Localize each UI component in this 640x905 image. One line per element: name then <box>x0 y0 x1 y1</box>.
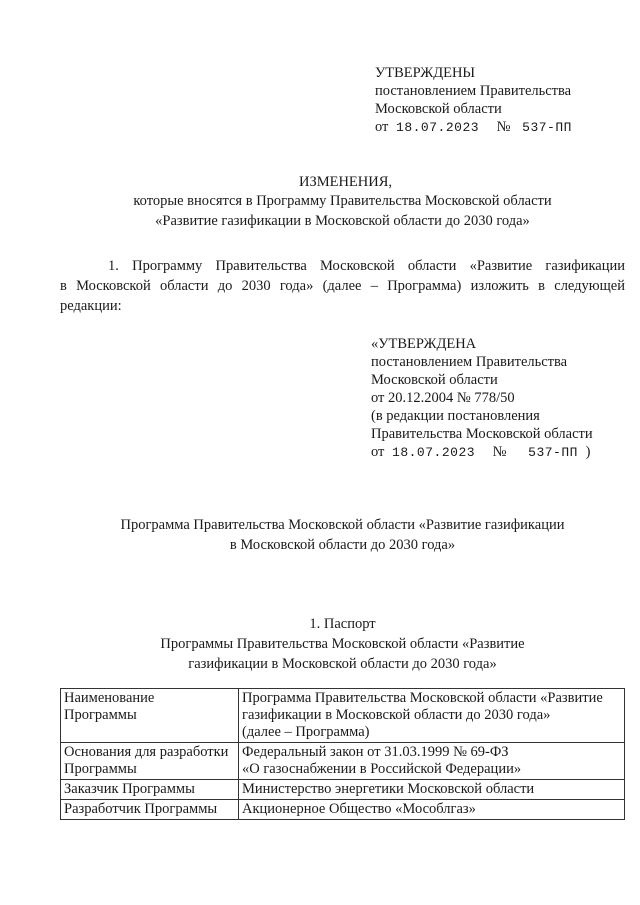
paragraph-line-3: редакции: <box>60 298 122 314</box>
label-line: Наименование <box>64 690 155 706</box>
table-row <box>61 689 625 743</box>
approval2-line-5: Правительства Московской области <box>371 426 593 442</box>
label-line: Основания для разработки <box>64 744 229 760</box>
value-line: «О газоснабжении в Российской Федерации» <box>242 761 522 777</box>
changes-heading <box>60 173 625 231</box>
program-title-line-1: Программа Правительства Московской области «Развитие газификации <box>120 517 565 533</box>
table-label-cell <box>61 689 239 743</box>
approval-date-prefix: от <box>375 119 389 135</box>
approval-title: УТВЕРЖДЕНЫ <box>375 65 476 81</box>
table-label-cell <box>61 743 239 780</box>
approval2-date: 18.07.2023 <box>392 445 476 460</box>
table-label-cell <box>61 800 239 820</box>
approval2-number-sign: № <box>492 444 507 460</box>
table-label-cell <box>61 780 239 800</box>
value-line: (далее – Программа) <box>242 724 370 740</box>
changes-line-1: которые вносятся в Программу Правительства Московской области <box>133 193 552 209</box>
label-line: Программы <box>64 761 137 777</box>
passport-heading-line-2: Программы Правительства Московской области «Развитие <box>160 636 525 652</box>
approval2-closing: ) <box>585 444 591 460</box>
value-line: Федеральный закон от 31.03.1999 № 69-ФЗ <box>242 744 509 760</box>
table-value-cell <box>239 780 625 800</box>
label-line: Заказчик Программы <box>64 781 195 797</box>
value-line: Министерство энергетики Московской области <box>242 781 535 797</box>
approval2-title: «УТВЕРЖДЕНА <box>371 336 477 352</box>
approval-block <box>375 64 572 137</box>
passport-heading-line-3: газификации в Московской области до 2030 года» <box>188 656 497 672</box>
paragraph-line-1: 1. Программу Правительства Московской области «Развитие газификации <box>108 258 625 274</box>
table-row <box>61 780 625 800</box>
approval-line-2: Московской области <box>375 101 502 117</box>
approval2-line-1: постановлением Правительства <box>371 354 568 370</box>
program-title <box>60 515 625 555</box>
approval2-date-line <box>371 443 593 462</box>
approval2-line-3: от 20.12.2004 № 778/50 <box>371 390 515 406</box>
approval-number-sign: № <box>496 119 511 135</box>
approval-date-line <box>375 118 572 137</box>
approval2-line-2: Московской области <box>371 372 498 388</box>
table-row <box>61 743 625 780</box>
table-row <box>61 800 625 820</box>
label-line: Программы <box>64 707 137 723</box>
table-value-cell <box>239 743 625 780</box>
approval2-number: 537-ПП <box>528 445 578 460</box>
value-line: газификации в Московской области до 2030 года» <box>242 707 551 723</box>
approval2-date-prefix: от <box>371 444 385 460</box>
approval2-line-4: (в редакции постановления <box>371 408 540 424</box>
value-line: Программа Правительства Московской области «Развитие <box>242 690 603 706</box>
changes-line-2: «Развитие газификации в Московской области до 2030 года» <box>155 213 530 229</box>
approval-number: 537-ПП <box>522 120 572 135</box>
label-line: Разработчик Программы <box>64 801 218 817</box>
passport-heading <box>60 614 625 674</box>
approval-date: 18.07.2023 <box>396 120 480 135</box>
paragraph-line-2: в Московской области до 2030 года» (далее – Программа) изложить в следующей <box>60 278 625 294</box>
passport-table <box>60 688 625 820</box>
approval-line-1: постановлением Правительства <box>375 83 572 99</box>
paragraph-1 <box>60 256 625 316</box>
changes-title: ИЗМЕНЕНИЯ, <box>298 174 393 190</box>
table-value-cell <box>239 689 625 743</box>
value-line: Акционерное Общество «Мособлгаз» <box>242 801 476 817</box>
table-value-cell <box>239 800 625 820</box>
approval-block-2 <box>371 335 593 462</box>
program-title-line-2: в Московской области до 2030 года» <box>229 537 456 553</box>
passport-heading-line-1: 1. Паспорт <box>309 616 376 632</box>
